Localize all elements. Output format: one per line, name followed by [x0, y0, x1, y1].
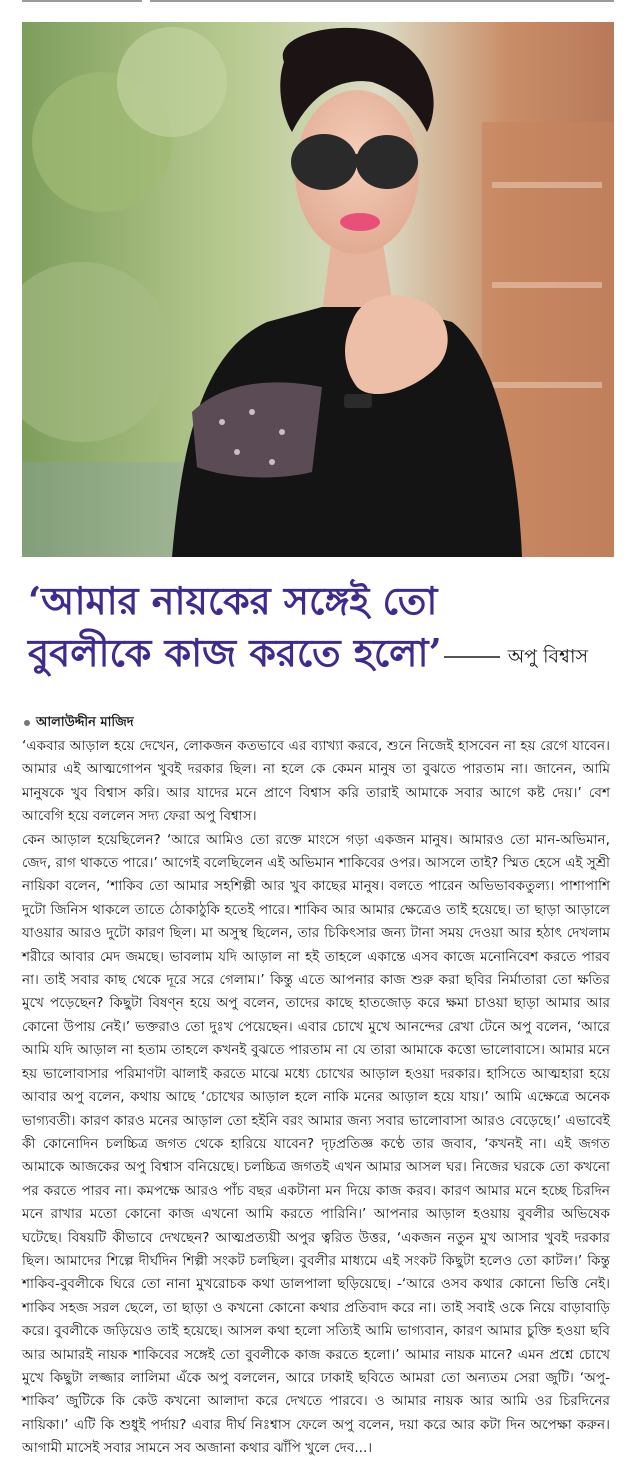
feature-photo: [22, 22, 614, 557]
byline: অপু বিশ্বাস: [507, 645, 589, 668]
top-rule-left: [22, 0, 142, 2]
portrait-illustration: [22, 22, 614, 557]
headline-line-2-text: বুবলীকে কাজ করতে হলো’: [28, 630, 442, 675]
headline-line-2: [28, 627, 618, 683]
author-name: আলাউদ্দীন মাজিদ: [36, 715, 134, 730]
bullet-icon: [24, 720, 30, 726]
headline-line-1: ‘আমার নায়কের সঙ্গেই তো: [28, 578, 438, 623]
article-headline: [28, 575, 618, 683]
paragraph: ‘একবার আড়াল হয়ে দেখেন, লোকজন কতভাবে এর ব্যাখ্যা করবে, শুনে নিজেই হাসবেন না হয় রেগে যাবেন। আমার এই আত্মগোপন খুবই দরকার ছিল। না হলে কে কেমন মানুষ তা বুঝতে পারতাম না। জানেন, আমি মানুষকে খুব বিশ্বাস করি। আর যাদের মনে প্রাণে বিশ্বাস করি তারাই আমাকে সবার আগে কষ্ট দেয়।’ বেশ আবেগি হয়ে বললেন সদ্য ফেরা অপু বিশ্বাস।: [22, 738, 610, 825]
byline-rule: [444, 656, 500, 658]
author-credit: [24, 713, 134, 734]
paragraph: কেন আড়াল হয়েছিলেন? ‘আরে আমিও তো রক্তে মাংসে গড়া একজন মানুষ। আমারও তো মান-অভিমান, জেদ, রাগ থাকতে পারে।’ আগেই বলেছিলেন এই অভিমান শাকিবের ওপর। আসলে তাই? স্মিত হেসে এই সুশ্রী নায়িকা বলেন, ‘শাকিব তো আমার সহশিল্পী আর খুব কাছের মানুষ। বলতে পারেন অভিভাবকতুল্য। পাশাপাশি দুটো জিনিস থাকলে তাতে ঠোকাঠুকি হতেই পারে। শাকিব আর আমার ক্ষেত্রেও তাই হয়েছে। তা ছাড়া আড়ালে যাওয়ার আরও দুটো কারণ ছিল। মা অসুস্থ ছিলেন, তার চিকিৎসার জন্য টানা সময় দেওয়া আর হঠাৎ দেখলাম শরীরে আবার মেদ জমছে। ভাবলাম যদি আড়াল না হই তাহলে একান্তে এসব কাজে মনোনিবেশ করতে পারব না। তাই সবার কাছ থেকে দূরে সরে গেলাম।’ কিন্তু এতে আপনার কাজ শুরু করা ছবির নির্মাতারা তো ক্ষতির মুখে পড়েছেন? কিছুটা বিষণ্ন হয়ে অপু বলেন, তাদের কাছে হাতজোড় করে ক্ষমা চাওয়া ছাড়া আমার আর কোনো উপায় নেই।’ ভক্তরাও তো দুঃখ পেয়েছেন। এবার চোখে মুখে আনন্দের রেখা টেনে অপু বলেন, ‘আরে আমি যদি আড়াল না হতাম তাহলে কখনই বুঝতে পারতাম না যে তারা আমাকে কত্তো ভালোবাসে। আমার মনে হয় ভালোবাসার পরিমাণটা ঝালাই করতে মাঝে মধ্যে চোখের আড়াল হওয়া দরকার। হাসিতে আত্মহারা হয়ে আবার অপু বলেন, কথায় আছে ‘চোখের আড়াল হলে নাকি মনের আড়াল হয়ে যায়।’ আমি এক্ষেত্রে অনেক ভাগ্যবতী। কারণ কারও মনের আড়াল তো হইনি বরং আমার জন্য সবার ভালোবাসা আরও বেড়েছে।’ এভাবেই কী কোনোদিন চলচ্চিত্র জগত থেকে হারিয়ে যাবেন? দৃঢ়প্রতিজ্ঞ কণ্ঠে তার জবাব, ‘কখনই না। এই জগত আমাকে আজকের অপু বিশ্বাস বনিয়েছে। চলচ্চিত্র জগতই এখন আমার আসল ঘর। নিজের ঘরকে তো কখনো পর করতে পারব না। কমপক্ষে আরও পাঁচ বছর একটানা মন দিয়ে কাজ করব। কারণ আমার মনে হচ্ছে চিরদিন মনে রাখার মতো কোনো কাজ এখনো আমি করতে পারিনি।’ আপনার আড়াল হওয়ায় বুবলীর অভিষেক ঘটেছে। বিষয়টি কীভাবে দেখছেন? আত্মপ্রত্যয়ী অপুর ত্বরিত উত্তর, ‘একজন নতুন মুখ আসার খুবই দরকার ছিল। আমাদের শিল্পে দীর্ঘদিন শিল্পী সংকট চলছিল। বুবলীর মাধ্যমে এই সংকট কিছুটা হলেও তো কাটল।’ কিন্তু শাকিব-বুবলীকে ঘিরে তো নানা মুখরোচক কথা ডালপালা ছড়িয়েছে। -‘আরে ওসব কথার কোনো ভিত্তি নেই। শাকিব সহজ সরল ছেলে, তা ছাড়া ও কখনো কোনো কথার প্রতিবাদ করে না। তাই সবাই ওকে নিয়ে বাড়াবাড়ি করে। বুবলীকে জড়িয়েও তাই হয়েছে। আসল কথা হলো সত্যিই আমি ভাগ্যবান, কারণ আমার চুক্তি হওয়া ছবি আর আমারই নায়ক শাকিবের সঙ্গেই তো বুবলীকে কাজ করতে হলো।’ আমার নায়ক মানে? এমন প্রশ্নে চোখে মুখে কিছুটা লজ্জার লালিমা এঁকে অপু বললেন, আরে ঢাকাই ছবিতে আমরা তো অন্যতম সেরা জুটি। ‘অপু-শাকিব’ জুটিকে কি কেউ কখনো আলাদা করে দেখতে পারবে। ও আমার নায়ক আর আমি ওর চিরদিনের নায়িকা।’ এটি কি শুধুই পর্দায়? এবার দীর্ঘ নিঃশ্বাস ফেলে অপু বলেন, দয়া করে আর কটা দিন অপেক্ষা করুন। আগামী মাসেই সবার সামনে সব অজানা কথার ঝাঁপি খুলে দেব...।: [22, 831, 610, 1457]
article-body: [22, 735, 610, 1461]
top-rule-right: [150, 0, 614, 2]
